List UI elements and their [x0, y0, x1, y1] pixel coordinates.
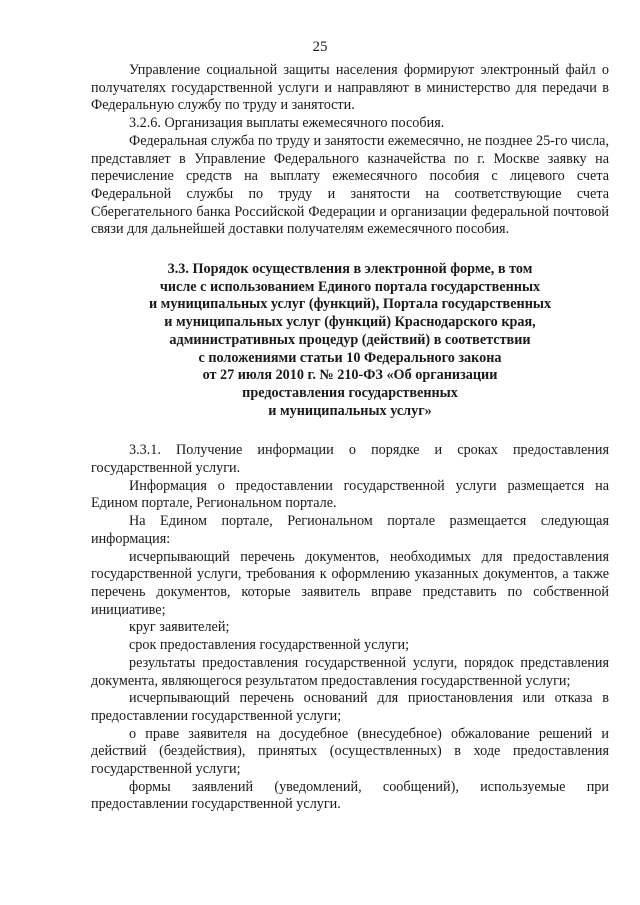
paragraph: 3.3.1. Получение информации о порядке и сроках предоставления государственной услуги. [91, 442, 609, 477]
paragraph: 3.2.6. Организация выплаты ежемесячного пособия. [129, 115, 445, 132]
heading-line: административных процедур (действий) в соответствии [169, 331, 531, 348]
heading-line: 3.3. Порядок осуществления в электронной форме, в том [167, 261, 533, 278]
page-number: 25 [312, 39, 328, 55]
list-item: результаты предоставления государственной услуги, порядок представления документа, являющегося результатом предоставления государственной услуги; [91, 654, 609, 689]
list-item: срок предоставления государственной услуги; [129, 637, 410, 654]
heading-line: предоставления государственных [242, 384, 458, 401]
paragraph: Федеральная служба по труду и занятости ежемесячно, не позднее 25-го числа, представляет в Управление Федерального казначейства по г. Москве заявку на перечисление средств на выплату ежемесячного пособия с лицевого счета Федеральной службы по труду и занятости на соответствующие счета Сберегательного банка Российской Федерации и организации федеральной почтовой связи для дальнейшей доставки получателям ежемесячного пособия. [91, 132, 609, 238]
section-heading [91, 261, 609, 420]
heading-line: от 27 июля 2010 г. № 210-ФЗ «Об организации [202, 367, 498, 384]
paragraph: Информация о предоставлении государственной услуги размещается на Едином портале, Региональном портале. [91, 477, 609, 512]
list-item: круг заявителей; [129, 619, 230, 636]
heading-line: и муниципальных услуг (функций) Краснодарского края, [164, 314, 536, 331]
document-body [91, 62, 609, 814]
list-item: формы заявлений (уведомлений, сообщений), используемые при предоставлении государственной услуги. [91, 778, 609, 813]
heading-line: с положениями статьи 10 Федерального закона [198, 349, 502, 366]
heading-line: и муниципальных услуг (функций), Портала государственных [148, 296, 552, 313]
list-item: исчерпывающий перечень документов, необходимых для предоставления государственной услуги, требования к оформлению указанных документов, а также перечень документов, которые заявитель вправе представить по собственной инициативе; [91, 548, 609, 618]
list-item: о праве заявителя на досудебное (внесудебное) обжалование решений и действий (бездействия), принятых (осуществленных) в ходе предоставления государственной услуги; [91, 725, 609, 778]
paragraph: Управление социальной защиты населения формируют электронный файл о получателях государственной услуги и направляют в министерство для передачи в Федеральную службу по труду и занятости. [91, 62, 609, 114]
heading-line: числе с использованием Единого портала государственных [159, 278, 541, 295]
paragraph: На Едином портале, Региональном портале размещается следующая информация: [91, 513, 609, 547]
list-item: исчерпывающий перечень оснований для приостановления или отказа в предоставлении государственной услуги; [91, 690, 609, 724]
heading-line: и муниципальных услуг» [268, 402, 432, 419]
